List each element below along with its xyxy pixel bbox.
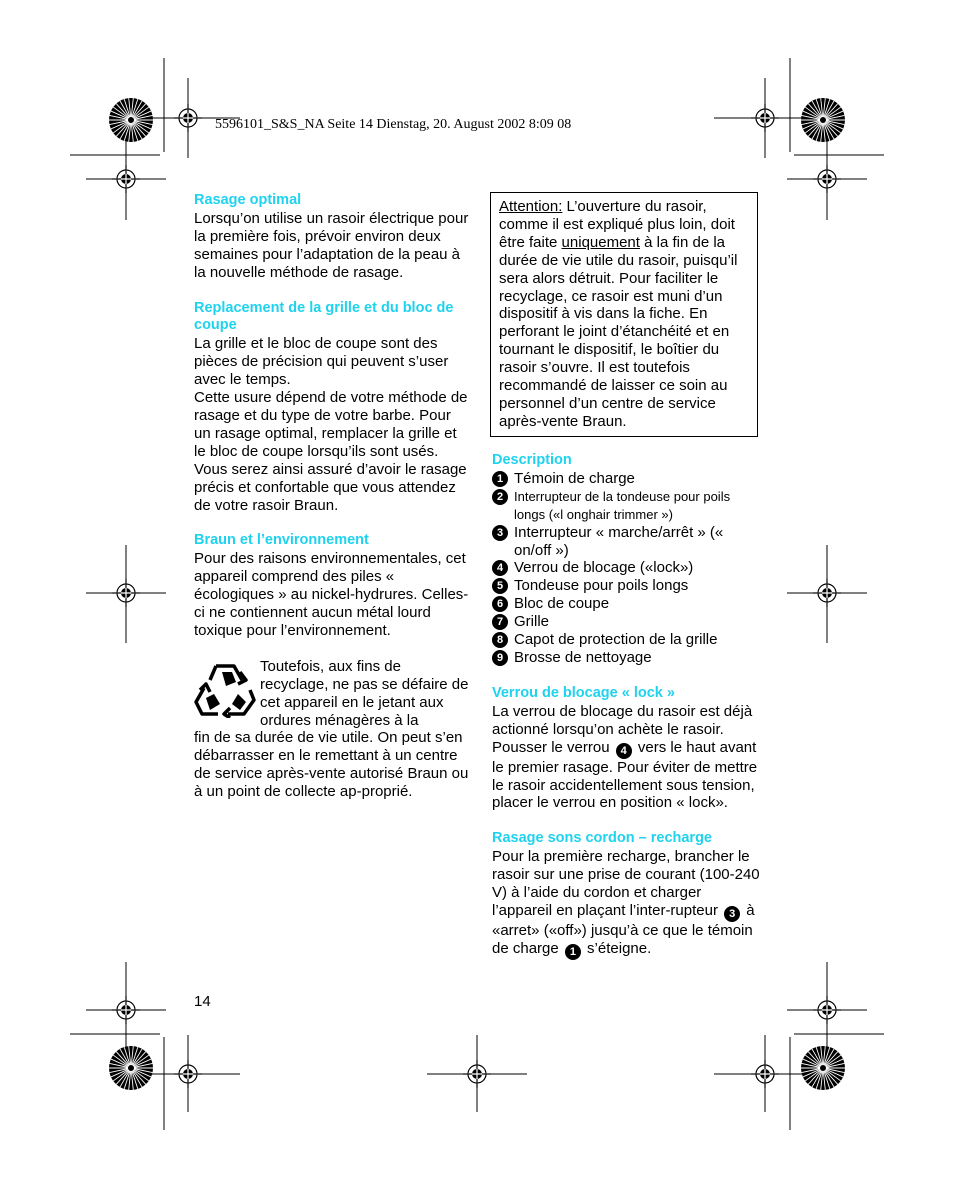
number-badge: 3 [724, 906, 740, 922]
list-item [492, 524, 762, 560]
section-title-description: Description [492, 452, 572, 468]
registration-mark-icon [174, 1060, 202, 1088]
recycle-block [194, 658, 469, 730]
number-badge: 4 [492, 560, 508, 576]
attention-label: Attention: [499, 198, 563, 215]
attention-box [490, 192, 758, 437]
section-text: Cette usure dépend de votre méthode de rasage et du type de votre barbe. Pour un rasage optimal, remplacer la grille et le bloc de coupe lorsqu’ils sont usés. Vous serez ainsi assuré d’avoir le rasage précis et confortable que vous attendez de votre rasoir Braun. [194, 389, 468, 514]
recycle-text-continued: fin de sa durée de vie utile. On peut s’en débarrasser en le remettant à un centre de service après-vente autorisé Braun ou à un point de collecte ap-proprié. [194, 729, 469, 801]
radial-target-icon [801, 1046, 845, 1090]
number-badge: 5 [492, 578, 508, 594]
number-badge: 9 [492, 650, 508, 666]
radial-target-icon [109, 1046, 153, 1090]
registration-mark-icon [112, 165, 140, 193]
list-item-text: Capot de protection de la grille [514, 631, 718, 649]
section-title-replacement: Replacement de la grille et du bloc de coupe [194, 299, 454, 334]
list-item [492, 577, 762, 595]
number-badge: 2 [492, 489, 508, 505]
section-title-environment: Braun et l’environnement [194, 532, 369, 549]
attention-emphasis: uniquement [561, 233, 640, 251]
attention-text: L’ouverture du rasoir, comme il est expliqué plus loin, doit être faite [499, 198, 735, 251]
section-text: Lorsqu’on utilise un rasoir électrique pour la première fois, prévoir environ deux semaines pour l’adaptation de la peau à la nouvelle méthode de rasage. [194, 209, 469, 281]
section-text: La grille et le bloc de coupe sont des pièces de précision qui peuvent s’user avec le temps. [194, 335, 449, 389]
list-item [492, 470, 762, 488]
registration-mark-icon [813, 165, 841, 193]
registration-mark-icon [174, 104, 202, 132]
number-badge: 3 [492, 525, 508, 541]
list-item-text: Brosse de nettoyage [514, 648, 652, 666]
registration-mark-icon [751, 1060, 779, 1088]
list-item [492, 613, 762, 631]
attention-text: à la fin de la durée de vie utile du rasoir, puisqu’il sera alors détruit. Pour faciliter le recyclage, ce rasoir est muni d’un dispositif à vis dans la fiche. En perforant le joint d’étanchéité et en tournant le dispositif, le boîtier du rasoir s’ouvre. Il est toutefois recommandé de laisser ce soin au personnel d’un centre de service après-vente Braun. [499, 233, 738, 430]
section-title-lock: Verrou de blocage « lock » [492, 684, 675, 701]
registration-mark-icon [463, 1060, 491, 1088]
right-column [492, 452, 762, 960]
number-badge: 4 [616, 743, 632, 759]
registration-mark-icon [112, 579, 140, 607]
section-text [492, 703, 762, 813]
text-run: vers le haut avant le premier rasage. Pour éviter de mettre le rasoir accidentellement sous tension, placer le verrou en position « lock». [492, 738, 758, 812]
list-item [492, 649, 762, 667]
registration-mark-icon [813, 996, 841, 1024]
registration-mark-icon [112, 996, 140, 1024]
section-text [492, 848, 762, 960]
number-badge: 1 [565, 944, 581, 960]
number-badge: 6 [492, 596, 508, 612]
list-item-text: Interrupteur de la tondeuse pour poils longs («l onghair trimmer ») [514, 488, 731, 522]
text-run: La verrou de blocage du rasoir est déjà actionné lorsqu’on achète le rasoir. Pousser le verrou [492, 702, 753, 756]
text-run: à «arret» («off») jusqu’à ce que le témoin de charge [492, 901, 755, 957]
list-item [492, 595, 762, 613]
section-title-recharge: Rasage sons cordon – recharge [492, 830, 712, 847]
number-badge: 1 [492, 471, 508, 487]
text-run: s’éteigne. [582, 939, 652, 957]
list-item-text: Grille [514, 613, 550, 631]
registration-mark-icon [751, 104, 779, 132]
recycle-icon [194, 660, 256, 718]
recycle-text: Toutefois, aux fins de recyclage, ne pas se défaire de cet appareil en le jetant aux ordures ménagères à la [260, 657, 469, 729]
left-column [194, 192, 469, 801]
number-badge: 7 [492, 614, 508, 630]
list-item [492, 488, 762, 524]
print-header: 5596101_S&S_NA Seite 14 Dienstag, 20. August 2002 8:09 08 [215, 117, 572, 132]
page-number: 14 [194, 993, 211, 1010]
list-item-text: Interrupteur « marche/arrêt » (« on/off ») [514, 523, 724, 559]
text-run: Pour la première recharge, brancher le rasoir sur une prise de courant (100-240 V) à l’aide du cordon et charger l’appareil en plaçant l’inter-rupteur [492, 848, 760, 919]
section-title-rasage-optimal: Rasage optimal [194, 192, 302, 208]
number-badge: 8 [492, 632, 508, 648]
registration-mark-icon [813, 579, 841, 607]
section-text: Pour des raisons environnementales, cet appareil comprend des piles « écologiques » au nickel-hydrures. Celles-ci ne contiennent aucun métal lourd toxique pour l’environnement. [194, 550, 469, 639]
list-item-text: Tondeuse pour poils longs [514, 577, 689, 595]
radial-target-icon [109, 98, 153, 142]
list-item-text: Bloc de coupe [514, 595, 610, 613]
list-item-text: Témoin de charge [514, 469, 635, 487]
list-item-text: Verrou de blocage («lock») [514, 559, 694, 577]
radial-target-icon [801, 98, 845, 142]
list-item [492, 631, 762, 649]
list-item [492, 559, 762, 577]
